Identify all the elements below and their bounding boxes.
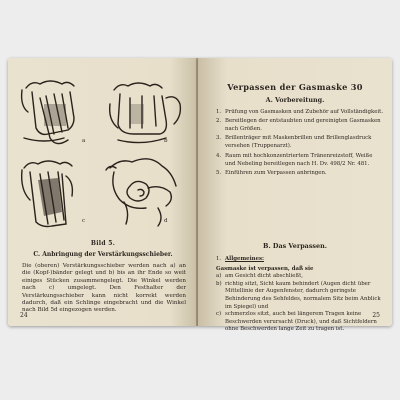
left-paragraph: Die (oberen) Verstärkungsschieber werden nach a) an die (Kopf-)bänder gelegt und b) bis an ihr Ende so weit einiges Stücken zusammengelegt. Die Winkel werden nach c) umgelegt. Den Festhalter der Verstärkungsschieber kann nicht korrekt werden dadurch, daß ein Schlinge eingebracht und die Winkel nach Bild 5d eingezogen werden.	[22, 263, 186, 314]
list-item: b) richtig sitzt, Sicht kaum behindert (Augen dicht über Mittellinie der Augenfenster, dadurch geringste Behinderung des Sehfeldes, normalem Sitz beim Anblick im Spiegel) und	[216, 280, 381, 310]
list-item: 3. Brillenträger mit Maskenbrillen und Brillenglasdruck versehen (Truppenarzt).	[216, 135, 372, 150]
right-page	[198, 58, 392, 333]
page-number-left: 24	[20, 312, 28, 319]
section-heading-b: B. Das Verpassen.	[263, 242, 327, 250]
open-book	[8, 58, 392, 333]
list-item: c) schmerzlos sitzt, auch bei längerem Tragen keine Beschwerden verursacht (Druck), und daß Sichtfeldern ohne Beschwerden lange Zeit zu tragen ist.	[216, 311, 377, 333]
section-heading-a: A. Vorbereitung.	[265, 96, 325, 104]
left-page	[8, 58, 198, 326]
list-item: 1. Allgemeines:	[216, 256, 265, 262]
list-item: 2. Bereitlegen der entstaubten und gereinigten Gasmasken nach Größen.	[216, 118, 381, 133]
list-item: 4. Raum mit hochkonzentriertem Tränenreizstoff, Weiße und Nebeling bereitlegen nach H. Dv. 498/2 Nr. 481.	[216, 152, 373, 167]
figure-label-a: a	[82, 138, 86, 144]
figure-label-b: b	[164, 138, 168, 144]
fitting-section	[216, 256, 384, 334]
fitting-intro: Gasmaske ist verpassen, daß sie	[216, 265, 314, 272]
page-number-right: 25	[372, 312, 380, 319]
figure-label-c: c	[82, 218, 86, 224]
gas-mask-strap-illustration	[18, 68, 188, 236]
figure-subtitle: C. Anbringung der Verstärkungsschieber.	[33, 251, 173, 258]
list-item: 5. Einführen zum Verpassen anbringen.	[216, 169, 327, 176]
list-item: a) am Gesicht dicht abschließt,	[216, 273, 303, 280]
figure-title: Bild 5.	[90, 240, 116, 247]
preparation-steps	[216, 108, 384, 178]
list-item: 1. Prüfung von Gasmasken und Zubehör auf Vollständigkeit.	[216, 109, 384, 115]
figure-label-d: d	[164, 218, 168, 224]
page-title: Verpassen der Gasmaske 30	[227, 82, 363, 92]
